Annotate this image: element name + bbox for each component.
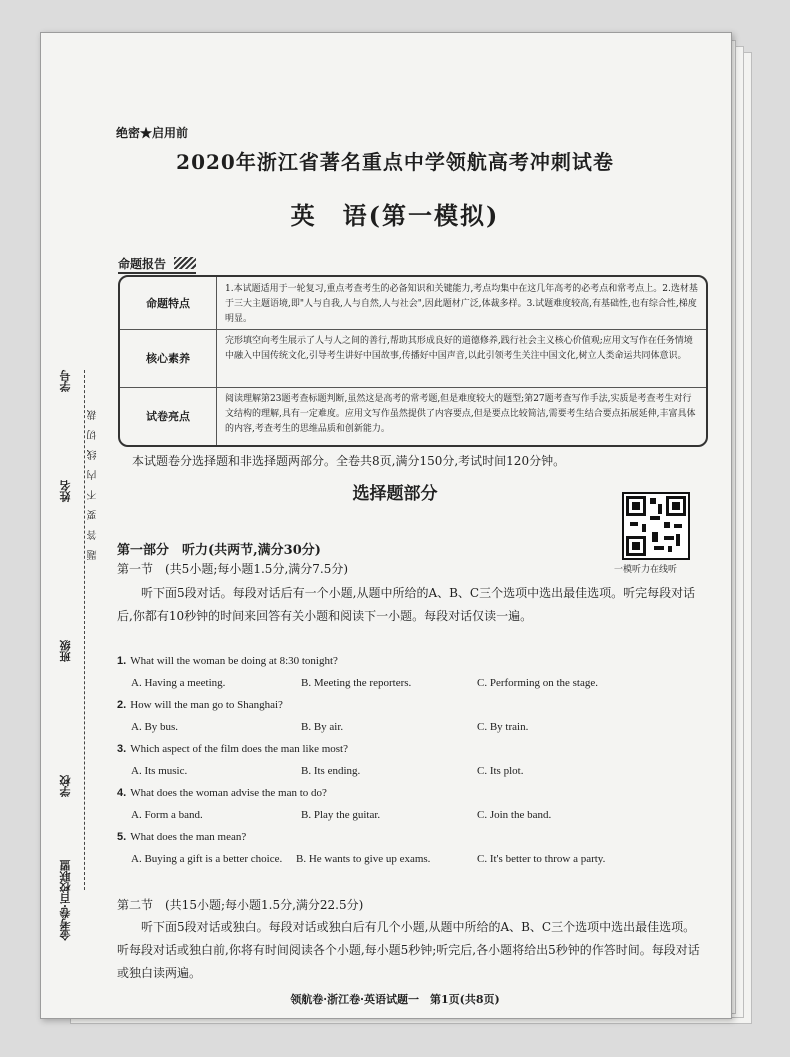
qr-caption: 一模听力在线听 — [614, 565, 678, 575]
report-row-text: 完形填空向考生展示了人与人之间的善行,帮助其形成良好的道德修养,践行社会主义核心价值观;应用文写作在任务情境中融入中国传统文化,引导考生讲好中国故事,传播好中国声音,以此引领考生关注中国文化,树立人类命运共同体意识。 — [225, 336, 693, 361]
option-b[interactable]: B. Play the guitar. — [301, 809, 381, 821]
part1-title: 第一部分 听力(共两节,满分30分) — [117, 543, 321, 558]
side-label-class: 班级 — [59, 640, 72, 662]
report-row-label: 核心素养 — [120, 329, 217, 387]
report-row-text: 阅读理解第23题考查标题判断,虽然这是高考的常考题,但是难度较大的题型;第27题考查写作手法,实质是考查考生对行文结构的理解,具有一定难度。应用文写作虽然提供了内容要点,但是要点比较简洁,需要考生结合要点拓展延伸,丰富具体的内容,考查考生的思维品质和创新能力。 — [225, 394, 696, 434]
question: 1. What will the woman be doing at 8:30 tonight? — [117, 655, 338, 667]
report-row-label: 试卷亮点 — [120, 387, 217, 445]
option-c[interactable]: C. Join the band. — [477, 809, 552, 821]
qr-code-icon[interactable] — [622, 492, 690, 560]
option-a[interactable]: A. Its music. — [131, 765, 188, 777]
side-label-school: 学校 — [59, 775, 72, 797]
question: 4. What does the woman advise the man to do? — [117, 787, 327, 799]
option-b[interactable]: B. Its ending. — [301, 765, 361, 777]
section1-instructions: 听下面5段对话。每段对话后有一个小题,从题中所给的A、B、C三个选项中选出最佳选项。听完每段对话后,你都有10秒钟的时间来回答有关小题和阅读下一小题。每段对话仅读一遍。 — [117, 586, 696, 623]
exam-title: 2020年浙江省著名重点中学领航高考冲刺试卷 — [176, 150, 614, 174]
exam-note: 本试题卷分选择题和非选择题两部分。全卷共8页,满分150分,考试时间120分钟。 — [132, 454, 566, 468]
report-row-text: 1.本试题适用于一轮复习,重点考查考生的必备知识和关键能力,考点均集中在这几年高考的必考点和常考点上。2.选材基于三大主题语境,即"人与自我,人与自然,人与社会",因此题材广泛,体裁多样。3.试题难度较高,有基础性,也有综合性,梯度明显。 — [225, 284, 698, 324]
side-label-name: 姓名 — [59, 480, 72, 502]
option-c[interactable]: C. By train. — [477, 721, 529, 733]
binding-line — [84, 370, 85, 890]
option-b[interactable]: B. By air. — [301, 721, 344, 733]
section1-title: 第一节 (共5小题;每小题1.5分,满分7.5分) — [117, 562, 349, 576]
report-row — [120, 329, 706, 388]
confidential-label: 绝密★启用前 — [116, 126, 189, 140]
section2-title: 第二节 (共15小题;每小题1.5分,满分22.5分) — [117, 898, 364, 912]
option-a[interactable]: A. By bus. — [131, 721, 179, 733]
option-a[interactable]: A. Having a meeting. — [131, 677, 226, 689]
section-title: 选择题部分 — [352, 484, 438, 504]
side-label-student-id: 学号 — [59, 370, 72, 392]
question: 5. What does the man mean? — [117, 831, 247, 843]
report-row — [120, 387, 706, 445]
section2-instructions: 听下面5段对话或独白。每段对话或独白后有几个小题,从题中所给的A、B、C三个选项中选出最佳选项。听每段对话或独白前,你将有时间阅读各个小题,每小题5秒钟;听完后,各小题将给出5秒钟的作答时间。每段对话或独白读两遍。 — [117, 920, 700, 980]
option-a[interactable]: A. Buying a gift is a better choice. — [131, 853, 283, 865]
option-c[interactable]: C. It's better to throw a party. — [477, 853, 606, 865]
option-b[interactable]: B. He wants to give up exams. — [296, 853, 431, 865]
report-row — [120, 277, 706, 330]
page-footer: 领航卷·浙江卷·英语试题一 第1页(共8页) — [290, 993, 500, 1006]
cut-line-notice: 题 答 要 不 内 线 切 裁 — [88, 410, 99, 560]
exam-subtitle: 英 语(第一模拟) — [290, 201, 500, 230]
report-tag: 命题报告 — [118, 255, 196, 274]
report-table — [118, 275, 708, 447]
option-b[interactable]: B. Meeting the reporters. — [301, 677, 412, 689]
question: 2. How will the man go to Shanghai? — [117, 699, 283, 711]
option-c[interactable]: C. Performing on the stage. — [477, 677, 598, 689]
report-row-label: 命题特点 — [120, 277, 217, 329]
side-label-publisher: 金考卷·百校联盟 — [59, 860, 72, 941]
question: 3. Which aspect of the film does the man like most? — [117, 743, 348, 755]
option-a[interactable]: A. Form a band. — [131, 809, 203, 821]
option-c[interactable]: C. Its plot. — [477, 765, 524, 777]
